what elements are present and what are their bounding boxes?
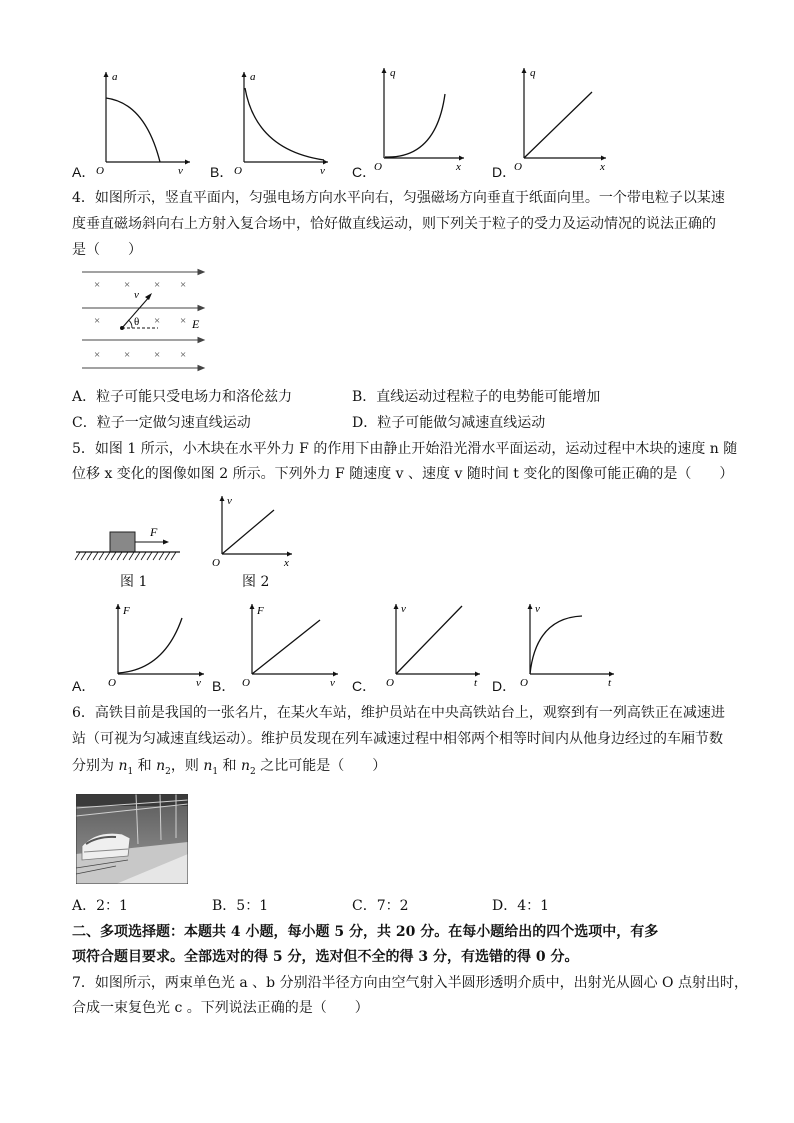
q6-n2: n — [156, 758, 166, 774]
q3-a-y-label: a — [112, 71, 118, 83]
q5-fig1-f-label: F — [150, 525, 158, 539]
q6-option-d[interactable] — [492, 896, 549, 916]
q4-option-d-text: 粒子可能做匀减速直线运动 — [377, 415, 546, 431]
q6-option-d-letter: D． — [492, 898, 518, 914]
q3-a-origin: O — [96, 165, 104, 176]
q3-c-origin: O — [374, 161, 382, 173]
q3-b-y-label: a — [250, 71, 256, 83]
q7-stem-line1: 7．如图所示，两束单色光 a 、b 分别沿半径方向由空气射入半圆形透明介质中，出射光从圆心 O 点射出时， — [72, 975, 748, 991]
q4-option-b[interactable] — [352, 387, 600, 407]
q6-option-b-letter: B． — [212, 898, 237, 914]
q4-cross: × — [154, 349, 161, 361]
q4-option-a-text: 粒子可能只受电场力和洛伦兹力 — [96, 389, 293, 405]
q5-b-origin: O — [242, 677, 250, 689]
q6-n1-sub: 1 — [127, 766, 134, 777]
q5-fig1-caption: 图 1 — [120, 574, 148, 590]
q5-d-x-label: t — [608, 677, 612, 689]
q4-option-c-letter: C． — [72, 415, 97, 431]
q4-cross: × — [180, 315, 187, 327]
q3-d-x-label: x — [600, 161, 605, 173]
q3-option-b-letter[interactable]: B． — [210, 164, 234, 180]
q5-b-y-label: F — [257, 605, 264, 617]
q5-option-d-letter[interactable]: D． — [492, 678, 517, 694]
q6-text: 分别为 — [72, 758, 119, 774]
q5-a-y-label: F — [123, 605, 130, 617]
q5-c-y-label: v — [401, 603, 406, 615]
q5-option-b-letter[interactable]: B． — [212, 678, 236, 694]
q4-cross: × — [94, 349, 101, 361]
q4-option-d-letter: D． — [352, 415, 378, 431]
q6-option-b-text: 5：1 — [236, 898, 269, 914]
q6-n2: n — [241, 758, 251, 774]
q6-text: ，则 — [170, 758, 204, 774]
q4-e-label: E — [192, 317, 200, 331]
q5-fig2-y-label: v — [227, 495, 232, 507]
q5-c-origin: O — [386, 677, 394, 689]
q5-fig2-x-label: x — [284, 557, 289, 569]
q6-stem-line3 — [72, 756, 386, 782]
q6-option-c-letter: C． — [352, 898, 377, 914]
q4-cross: × — [94, 315, 101, 327]
q4-option-a[interactable] — [72, 387, 292, 407]
q4-option-d[interactable] — [352, 413, 545, 433]
q6-n1: n — [118, 758, 128, 774]
q5-fig2-origin: O — [212, 557, 220, 569]
q3-option-d-letter[interactable]: D． — [492, 164, 517, 180]
q6-n1-sub: 1 — [212, 766, 219, 777]
q6-option-c-text: 7：2 — [376, 898, 409, 914]
q6-option-d-text: 4：1 — [517, 898, 550, 914]
q3-c-x-label: x — [456, 161, 461, 173]
q6-stem-line1: 6．高铁目前是我国的一张名片，在某火车站，维护员站在中央高铁站台上，观察到有一列高铁正在减速进 — [72, 705, 725, 721]
q4-stem-line2: 度垂直磁场斜向右上方射入复合场中，恰好做直线运动，则下列关于粒子的受力及运动情况的说法正确的 — [72, 216, 716, 232]
q5-b-x-label: v — [330, 677, 335, 689]
q5-fig1-block-on-surface — [72, 520, 184, 568]
q4-cross: × — [124, 349, 131, 361]
q4-cross: × — [180, 349, 187, 361]
q6-train-photo — [76, 794, 188, 884]
q4-option-b-text: 直线运动过程粒子的电势能可能增加 — [376, 389, 601, 405]
q6-text: 和 — [133, 758, 157, 774]
q6-n1: n — [203, 758, 213, 774]
q4-cross: × — [154, 279, 161, 291]
q6-stem-line2: 站（可视为匀减速直线运动）。维护员发现在列车减速过程中相邻两个相等时间内从他身边经过的车厢节数 — [72, 731, 723, 747]
section2-heading-line2: 项符合题目要求。全部选对的得 5 分，选对但不全的得 3 分，有选错的得 0 分。 — [72, 949, 579, 965]
q3-option-a-graph — [90, 68, 200, 176]
q4-option-c[interactable] — [72, 413, 251, 433]
q4-option-b-letter: B． — [352, 389, 377, 405]
q5-d-y-label: v — [535, 603, 540, 615]
q6-option-b[interactable] — [212, 896, 268, 916]
q4-option-a-letter: A． — [72, 389, 97, 405]
q5-option-c-graph — [382, 600, 488, 690]
q5-a-x-label: v — [196, 677, 201, 689]
section2-heading-line1: 二、多项选择题：本题共 4 小题，每小题 5 分，共 20 分。在每小题给出的四个选项中，有多 — [72, 924, 659, 940]
q6-option-a-letter: A． — [72, 898, 97, 914]
q4-stem-line3: 是（ ） — [72, 242, 142, 258]
q3-a-x-label: v — [178, 165, 183, 176]
q3-option-c-letter[interactable]: C． — [352, 164, 377, 180]
q6-option-a[interactable] — [72, 896, 128, 916]
q5-stem-line1: 5．如图 1 所示，小木块在水平外力 F 的作用下由静止开始沿光滑水平面运动，运动过程中木块的速度 n 随 — [72, 441, 738, 457]
q5-stem-line2: 位移 x 变化的图像如图 2 所示。下列外力 F 随速度 v 、速度 v 随时间 t 变化的图像可能正确的是（ ） — [72, 466, 734, 482]
q6-text: 和 — [218, 758, 242, 774]
q3-option-c-graph — [368, 64, 478, 174]
q3-option-d-graph — [508, 64, 618, 174]
q3-option-b-graph — [228, 68, 338, 176]
q6-option-a-text: 2：1 — [96, 898, 128, 914]
q4-cross: × — [94, 279, 101, 291]
q6-n2-sub: 2 — [165, 766, 171, 777]
q5-a-origin: O — [108, 677, 116, 689]
q5-fig2-caption: 图 2 — [242, 574, 270, 590]
q5-c-x-label: t — [474, 677, 478, 689]
q3-b-origin: O — [234, 165, 242, 176]
q4-cross: × — [180, 279, 187, 291]
q4-cross: × — [124, 279, 131, 291]
q4-theta-label: θ — [134, 316, 140, 328]
q5-option-a-letter[interactable]: A． — [72, 678, 96, 694]
q4-option-c-text: 粒子一定做匀速直线运动 — [96, 415, 251, 431]
q6-n2-sub: 2 — [250, 766, 256, 777]
q7-stem-line2: 合成一束复色光 c 。下列说法正确的是（ ） — [72, 1000, 369, 1016]
q5-fig2-graph — [208, 492, 298, 572]
q4-field-figure — [78, 262, 218, 374]
q4-stem-line1: 4．如图所示，竖直平面内，匀强电场方向水平向右，匀强磁场方向垂直于纸面向里。一个带电粒子以某速 — [72, 190, 725, 206]
q3-d-origin: O — [514, 161, 522, 173]
q3-b-x-label: v — [320, 165, 325, 176]
q6-text: 之比可能是（ ） — [255, 758, 387, 774]
q5-option-b-graph — [238, 600, 344, 690]
q4-v-label: v — [134, 289, 139, 301]
q5-option-a-graph — [104, 600, 210, 690]
q5-option-c-letter[interactable]: C． — [352, 678, 377, 694]
q3-options-row — [0, 60, 794, 180]
q4-cross: × — [154, 315, 161, 327]
q6-option-c[interactable] — [352, 896, 409, 916]
q3-d-y-label: q — [530, 67, 536, 79]
q5-option-d-graph — [516, 600, 622, 690]
q3-option-a-letter[interactable]: A． — [72, 164, 96, 180]
q5-d-origin: O — [520, 677, 528, 689]
q3-c-y-label: q — [390, 67, 396, 79]
